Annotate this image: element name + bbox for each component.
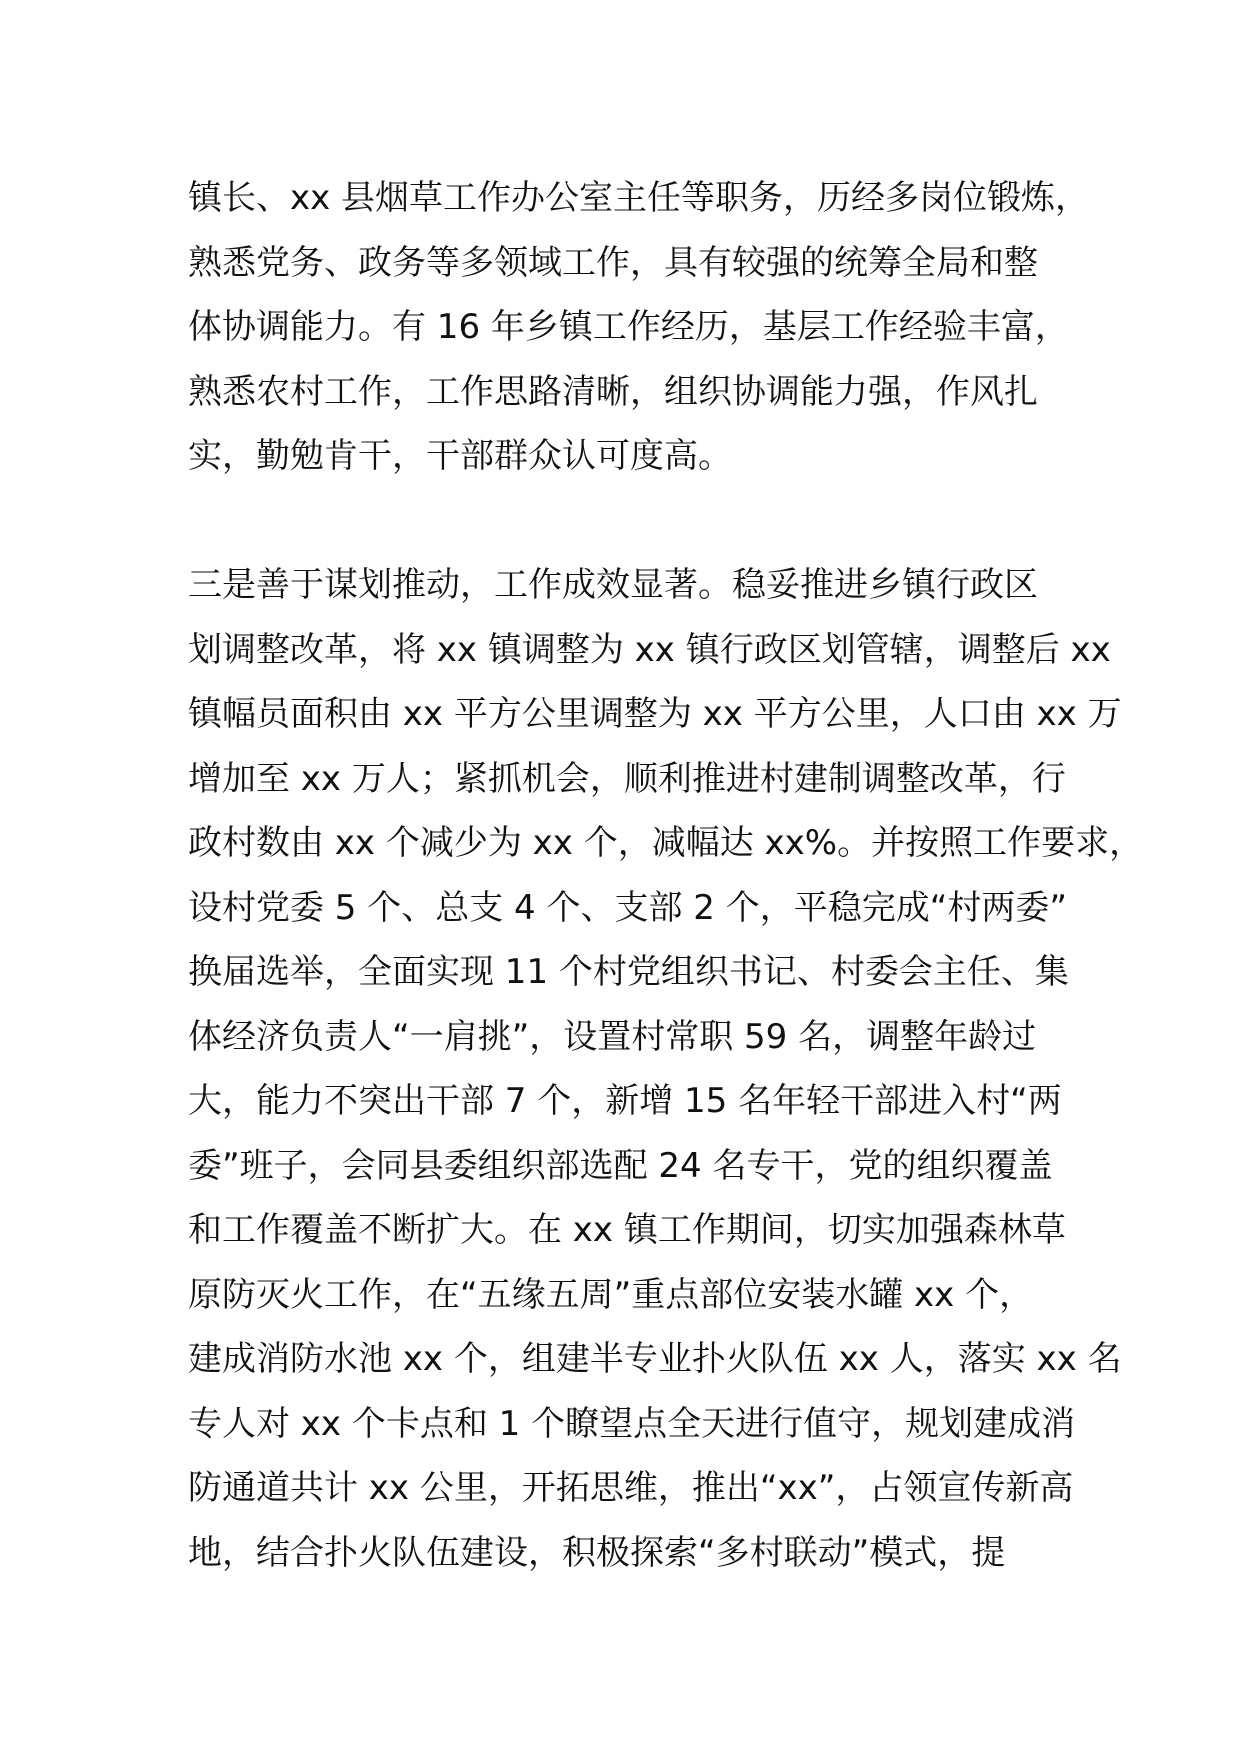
document-body bbox=[188, 166, 1144, 1585]
text-line: 防通道共计 xx 公里，开拓思维，推出“xx”，占领宣传新高 bbox=[188, 1468, 1074, 1508]
text-line: 体协调能力。有 16 年乡镇工作经历，基层工作经验丰富， bbox=[188, 307, 1069, 347]
text-line: 体经济负责人“一肩挑”，设置村常职 59 名，调整年龄过 bbox=[188, 1016, 1037, 1057]
text-line: 划调整改革，将 xx 镇调整为 xx 镇行政区划管辖，调整后 xx bbox=[188, 629, 1111, 670]
text-line: 政村数由 xx 个减少为 xx 个，减幅达 xx%。并按照工作要求， bbox=[188, 823, 1144, 863]
text-line: 镇幅员面积由 xx 平方公里调整为 xx 平方公里，人口由 xx 万 bbox=[188, 694, 1122, 734]
text-line: 地，结合扑火队伍建设，积极探索“多村联动”模式，提 bbox=[188, 1532, 1006, 1573]
text-line: 专人对 xx 个卡点和 1 个瞭望点全天进行值守，规划建成消 bbox=[188, 1403, 1076, 1444]
text-line: 原防灭火工作，在“五缘五周”重点部位安装水罐 xx 个， bbox=[188, 1274, 1034, 1315]
text-line: 熟悉党务、政务等多领域工作，具有较强的统筹全局和整 bbox=[188, 242, 1038, 283]
text-line: 委”班子，会同县委组织部选配 24 名专干，党的组织覆盖 bbox=[188, 1145, 1053, 1186]
text-line: 镇长、xx 县烟草工作办公室主任等职务，历经多岗位锻炼， bbox=[188, 178, 1090, 218]
text-line: 实，勤勉肯干，干部群众认可度高。 bbox=[188, 436, 732, 476]
text-line: 熟悉农村工作，工作思路清晰，组织协调能力强，作风扎 bbox=[188, 371, 1038, 412]
paragraph bbox=[188, 553, 1144, 1585]
text-line: 增加至 xx 万人；紧抓机会，顺利推进村建制调整改革，行 bbox=[188, 758, 1066, 799]
text-line: 设村党委 5 个、总支 4 个、支部 2 个，平稳完成“村两委” bbox=[188, 887, 1067, 928]
text-line: 换届选举，全面实现 11 个村党组织书记、村委会主任、集 bbox=[188, 952, 1069, 992]
text-line: 三是善于谋划推动，工作成效显著。稳妥推进乡镇行政区 bbox=[188, 565, 1038, 605]
text-line: 和工作覆盖不断扩大。在 xx 镇工作期间，切实加强森林草 bbox=[188, 1210, 1066, 1250]
text-line: 建成消防水池 xx 个，组建半专业扑火队伍 xx 人，落实 xx 名 bbox=[188, 1339, 1122, 1379]
text-line: 大，能力不突出干部 7 个，新增 15 名年轻干部进入村“两 bbox=[188, 1081, 1062, 1121]
paragraph bbox=[188, 166, 1088, 489]
paragraph-spacer bbox=[188, 489, 1088, 554]
